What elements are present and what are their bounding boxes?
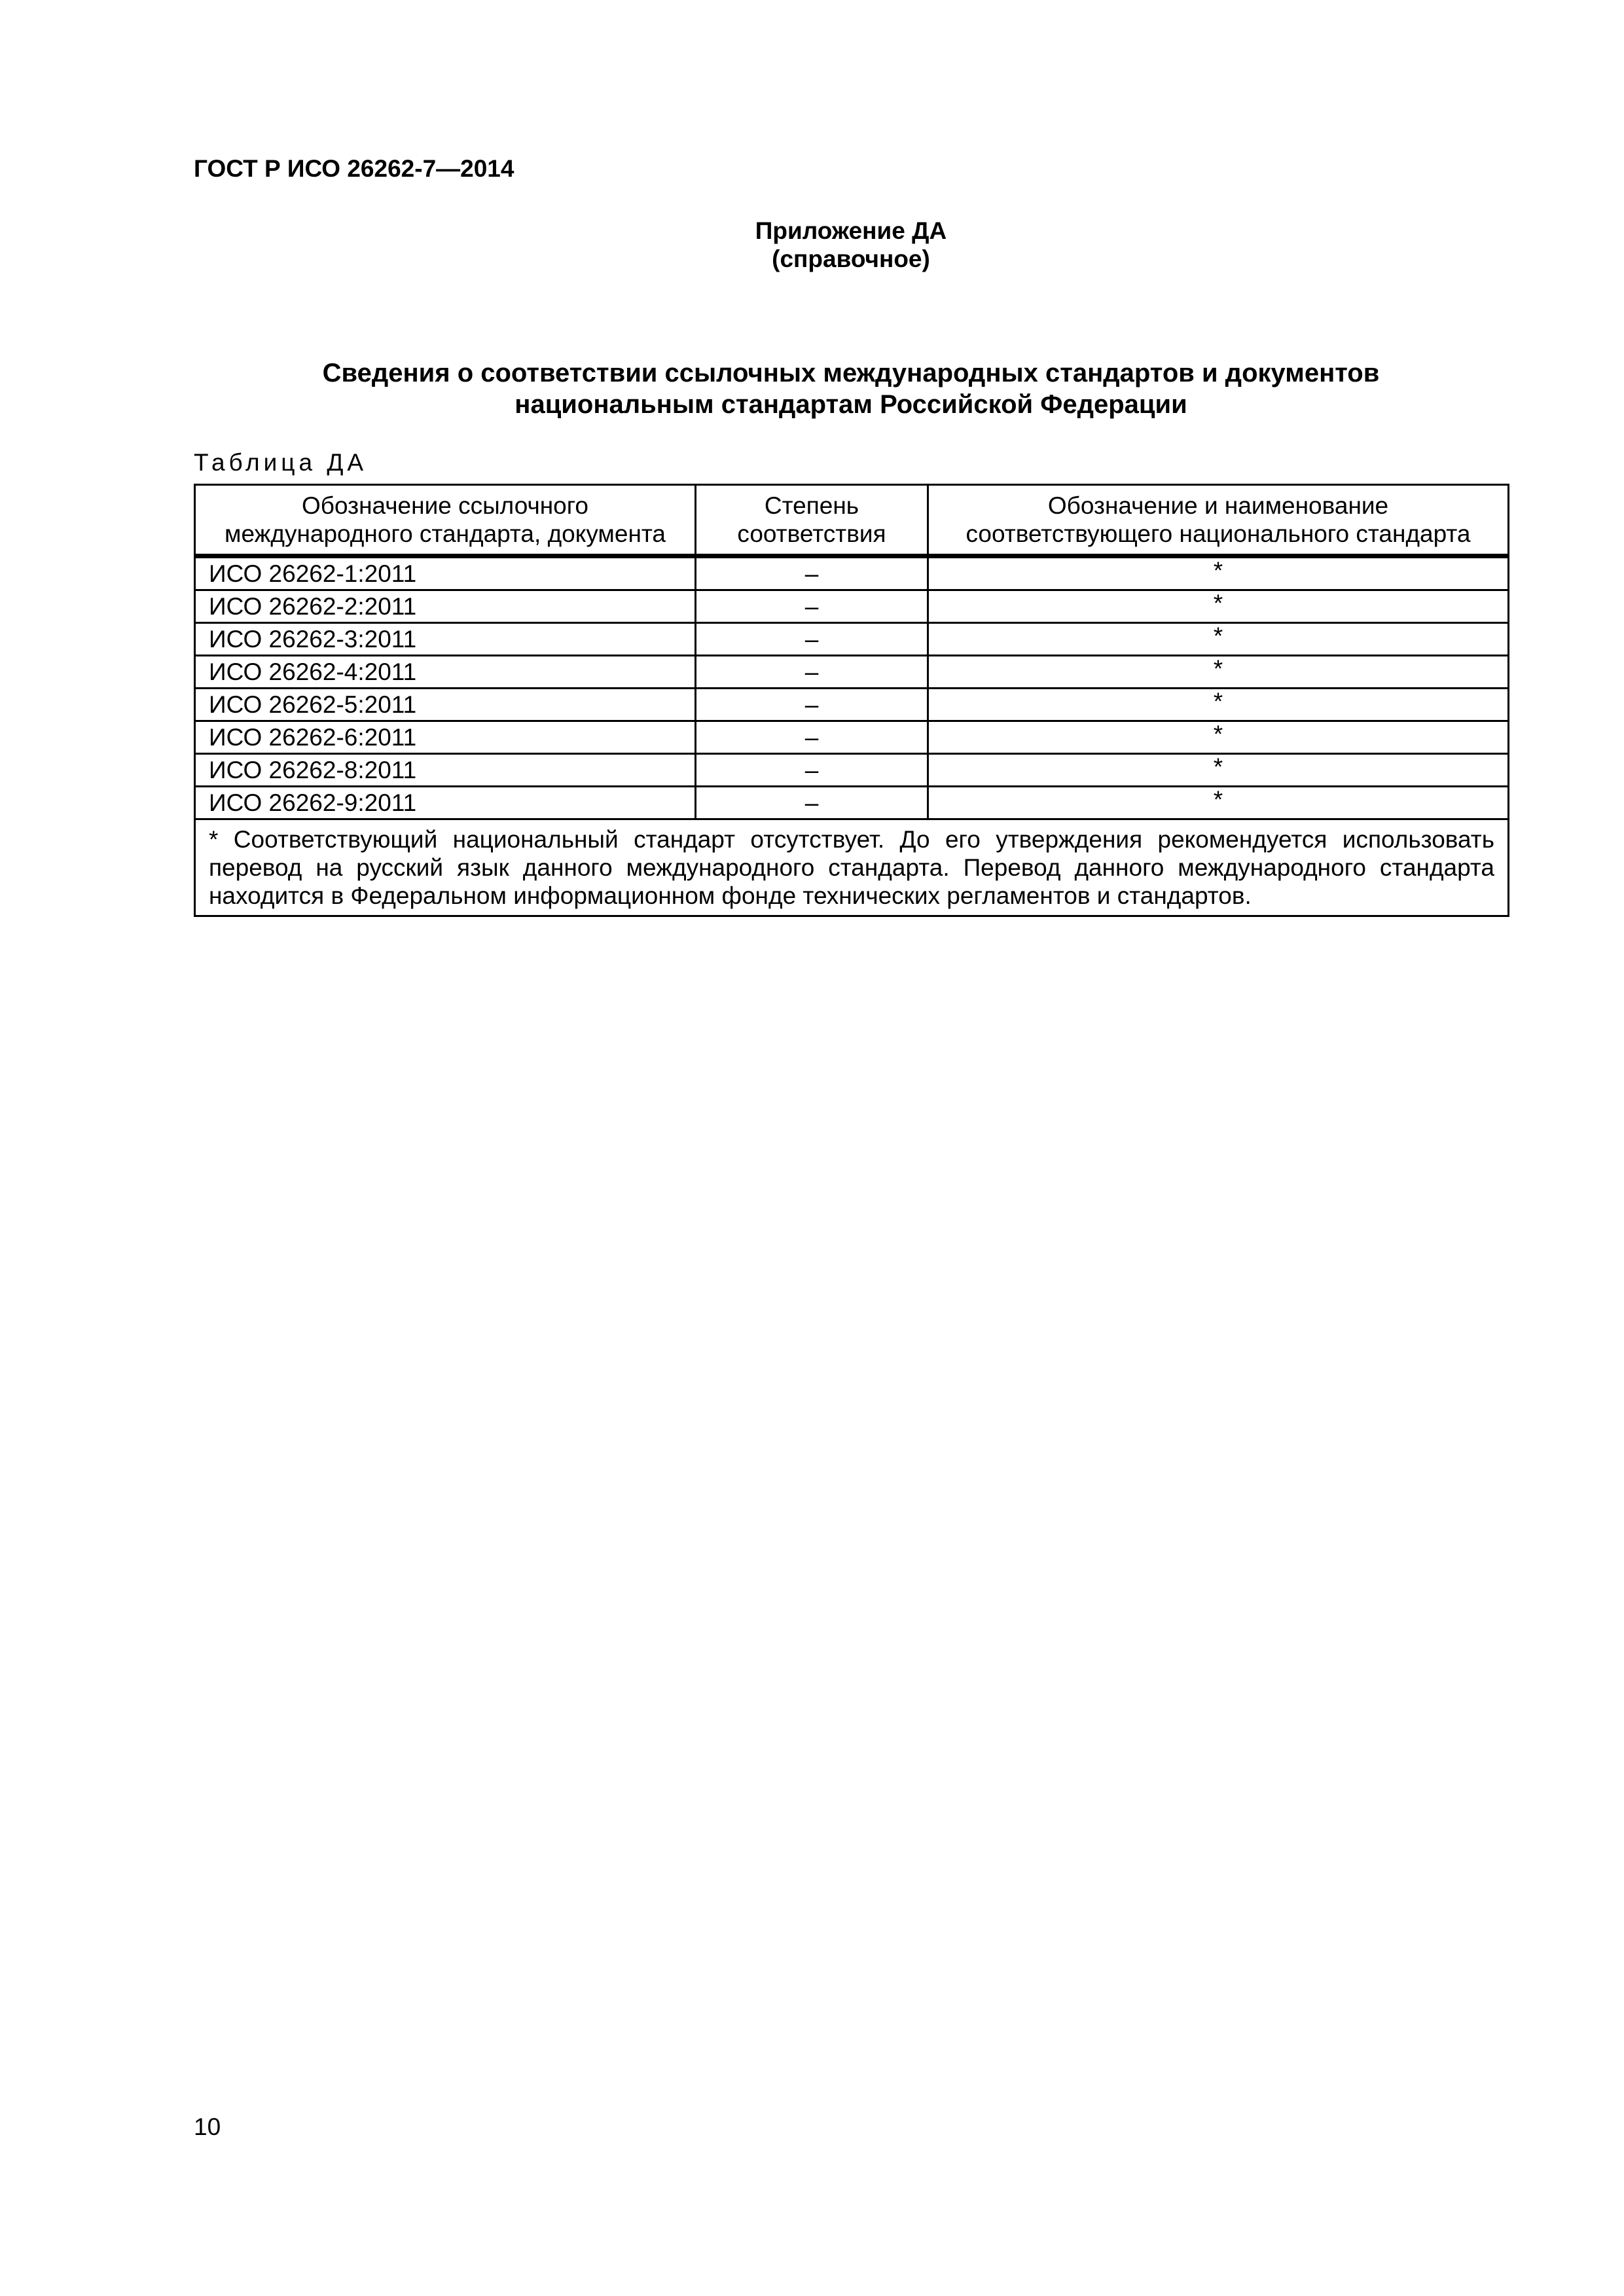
correspondence-table [194, 484, 1509, 917]
appendix-title: Приложение ДА [755, 217, 947, 244]
header-degree-line-2: соответствия [737, 520, 886, 547]
cell-national: * [928, 556, 1509, 590]
cell-degree: – [696, 754, 928, 787]
cell-designation: ИСО 26262-1:2011 [195, 556, 696, 590]
cell-national: * [928, 656, 1509, 689]
header-degree [696, 485, 928, 556]
cell-degree: – [696, 656, 928, 689]
header-designation-line-2: международного стандарта, документа [225, 520, 666, 547]
cell-designation: ИСО 26262-8:2011 [195, 754, 696, 787]
cell-designation: ИСО 26262-4:2011 [195, 656, 696, 689]
header-designation [195, 485, 696, 556]
header-national [928, 485, 1509, 556]
appendix-subtitle: (справочное) [772, 245, 930, 272]
page-number: 10 [194, 2113, 221, 2140]
cell-degree: – [696, 689, 928, 721]
section-title-line-2: национальным стандартам Российской Федерации [514, 390, 1187, 419]
cell-designation: ИСО 26262-5:2011 [195, 689, 696, 721]
cell-designation: ИСО 26262-2:2011 [195, 590, 696, 623]
section-title [0, 357, 1624, 420]
table-footnote: * Соответствующий национальный стандарт отсутствует. До его утверждения рекомендуется использовать перевод на русский язык данного международного стандарта. Перевод данного международного стандарта находится в Федеральном информационном фонде технических регламентов и стандартов. [195, 819, 1509, 916]
cell-national: * [928, 590, 1509, 623]
cell-degree: – [696, 556, 928, 590]
table-row [195, 656, 1509, 689]
cell-designation: ИСО 26262-9:2011 [195, 787, 696, 819]
cell-national: * [928, 787, 1509, 819]
cell-degree: – [696, 787, 928, 819]
table-row [195, 689, 1509, 721]
cell-degree: – [696, 623, 928, 656]
cell-designation: ИСО 26262-3:2011 [195, 623, 696, 656]
table-row [195, 787, 1509, 819]
table-row [195, 721, 1509, 754]
cell-degree: – [696, 721, 928, 754]
appendix-heading [0, 217, 1624, 273]
cell-degree: – [696, 590, 928, 623]
table-header-row [195, 485, 1509, 556]
header-national-line-1: Обозначение и наименование [1047, 492, 1389, 519]
cell-designation: ИСО 26262-6:2011 [195, 721, 696, 754]
header-degree-line-1: Степень [764, 492, 859, 519]
cell-national: * [928, 689, 1509, 721]
cell-national: * [928, 754, 1509, 787]
cell-national: * [928, 623, 1509, 656]
header-national-line-2: соответствующего национального стандарта [965, 520, 1471, 547]
table-row [195, 556, 1509, 590]
table-row [195, 754, 1509, 787]
table-footnote-row [195, 819, 1509, 916]
table-row [195, 623, 1509, 656]
table-label: Таблица ДА [194, 449, 368, 476]
cell-national: * [928, 721, 1509, 754]
table-row [195, 590, 1509, 623]
document-code: ГОСТ Р ИСО 26262-7—2014 [194, 155, 514, 182]
header-designation-line-1: Обозначение ссылочного [301, 492, 589, 519]
section-title-line-1: Сведения о соответствии ссылочных международных стандартов и документов [322, 359, 1380, 387]
